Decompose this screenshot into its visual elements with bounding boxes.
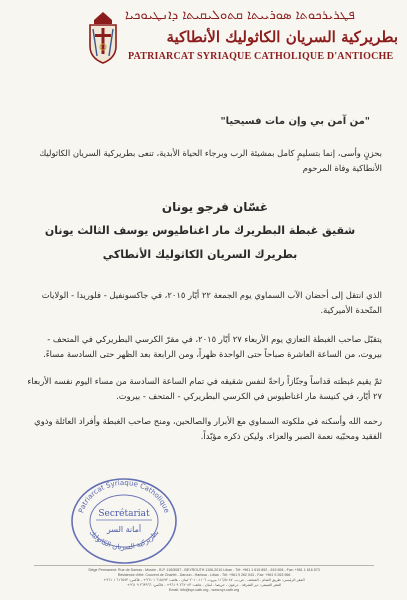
footer-address-fr: Siège Permanent: Rue de Damas - Musée - B.P. 116/5087 - BEYROUTH 1106-2010 Liban - Tél: +961 1 615 892 - 615 894 - Fax: +961 1 616 573 [88, 568, 320, 572]
svg-text:أمانة السر: أمانة السر [106, 525, 142, 534]
deceased-name: غسّان فرجو يونان [161, 200, 269, 214]
footer-divider [34, 565, 374, 566]
relation-line: شقيق غبطة البطريرك مار اغناطيوس يوسف الثالث يونان [44, 224, 356, 237]
french-heading: PATRIARCAT SYRIAQUE CATHOLIQUE D'ANTIOCHE [128, 51, 394, 62]
footer-summer-ar: المقر الصيفي: دير الشرفة - درعون - حريصا - لبنان - هاتف: ٢٦٢٠٤٣ ٩ ٩٦١+ - فاكس: ٢٦٣٩٦٦ ٩ ٩٦١+ [126, 583, 282, 587]
footer-address-ar: المقر الرئيسي: طريق الشام - المتحف - ص.ب. ١١٦/٥٠٨٧ بيروت ١١٠٦-٢٠١٠ لبنان - هاتف: ٦١٥٨٩٢ ١ ٩٦١+ - فاكس: ٦١٦٥٧٣ ١ ٩٦١+ [103, 578, 305, 582]
letter-footer [34, 568, 374, 593]
svg-text:بطريركية السريان الكاثوليك: بطريركية السريان الكاثوليك [87, 528, 161, 552]
intro-paragraph: بحزنٍ وأسى، إنما بتسليمٍ كامل بمشيئة الرب وبرجاء الحياة الأبدية، تنعى بطريركية السريان الكاثوليك الأنطاكية وفاة المرحوم [39, 148, 382, 173]
footer-contact: Email: info@syr-cath.org - www.syr-cath.org [168, 588, 240, 592]
death-paragraph: الذي انتقل إلى أحضان الآب السماوي يوم الجمعة ٢٢ أيّار ٢٠١٥، في جاكسونفيل - فلوريدا - الولايات المتّحدة الأميركية. [41, 290, 382, 315]
scripture-quote: "من آمن بي وإن مات فسيحيا" [220, 116, 370, 127]
patriarchate-coat-of-arms-icon [84, 10, 122, 64]
condolence-paragraph: يتقبّل صاحب الغبطة التعازي يوم الأربعاء ٢٧ أيّار ٢٠١٥، في مقرّ الكرسي البطريركي في المتحف - بيروت، من الساعة العاشرة صباحاً حتى الواحدة ظهراً، ومن الرابعة بعد الظهر حتى السادسة مساءً. [43, 334, 382, 359]
patriarch-title-line: بطريرك السريان الكاثوليك الأنطاكي [102, 248, 298, 261]
svg-text:Secrétariat: Secrétariat [98, 509, 150, 519]
prayer-paragraph: رحمه الله وأسكنه في ملكوته السماوي مع الأبرار والصالحين، ومنح صاحب الغبطة وأفراد العائلة وذوي الفقيد ومحبّيه نعمة الصبر والعزاء. وليكن ذكره مؤبّداً. [34, 416, 382, 441]
svg-text:Patriarcat Syriaque Catholique: Patriarcat Syriaque Catholique [77, 478, 171, 514]
footer-summer-fr: Résidence d'été: Couvent de Charfet - Daroun - Harissa - Liban - Tél: +961 9 262 043 - Fax: +961 9 263 966 [117, 573, 291, 577]
mass-paragraph: ثمّ يقيم غبطته قداساً وجنّازاً راحةً لنفس شقيقه في تمام الساعة السادسة من مساء اليوم نفسه الأربعاء ٢٧ أيّار، في كنيسة مار اغناطيوس في الكرسي البطريركي - المتحف - بيروت. [27, 376, 382, 401]
syriac-heading: ܦܛܪܝܪܟܘܬܐ ܣܘܪܝܝܬܐ ܩܬܘܠܝܩܝܬܐ ܕܐܢܛܝܘܟܝܐ [125, 8, 355, 23]
arabic-heading: بطريركية السريان الكاثوليك الأنطاكية [166, 28, 398, 46]
secretariat-stamp-icon [68, 476, 180, 566]
